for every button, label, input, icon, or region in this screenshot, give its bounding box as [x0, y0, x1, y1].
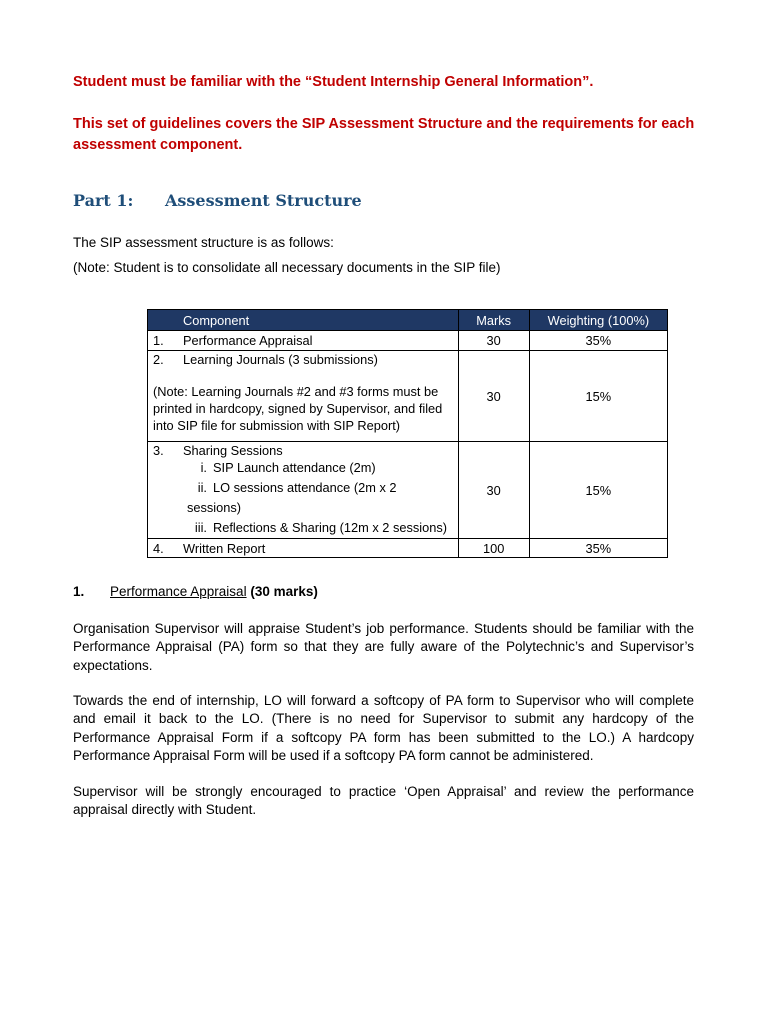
row-marks: 30 — [458, 351, 529, 442]
header-weighting: Weighting (100%) — [529, 310, 667, 331]
part-title: Assessment Structure — [165, 191, 362, 210]
header-component: Component — [148, 310, 459, 331]
row-component-cell — [148, 442, 459, 539]
sub-item: i. SIP Launch attendance (2m) — [200, 460, 376, 475]
sub-item: iii. Reflections & Sharing (12m x 2 sessions) — [194, 520, 447, 535]
part-number: Part 1: — [73, 191, 134, 210]
section-1-heading — [73, 584, 318, 599]
row-marks: 30 — [458, 442, 529, 539]
paragraph-1: Organisation Supervisor will appraise Student’s job performance. Students should be familiar with the Performance Appraisal (PA) form so that they are fully aware of the Polytechnic’s and Supervisor’s expectations. — [73, 621, 694, 673]
row-marks: 100 — [458, 539, 529, 558]
table-row — [148, 351, 668, 442]
row-marks: 30 — [458, 331, 529, 351]
section-marks: (30 marks) — [246, 584, 318, 599]
intro-note: (Note: Student is to consolidate all necessary documents in the SIP file) — [73, 260, 501, 275]
row-component: Written Report — [183, 540, 266, 556]
row-component-cell — [148, 331, 459, 351]
row-weighting: 15% — [529, 351, 667, 442]
table-header-row — [148, 310, 668, 331]
assessment-table — [147, 309, 668, 558]
row-number: 1. — [153, 333, 164, 348]
table-row — [148, 442, 668, 539]
row-weighting: 35% — [529, 331, 667, 351]
row-number: 2. — [153, 352, 164, 367]
row-note: (Note: Learning Journals #2 and #3 forms must be printed in hardcopy, signed by Supervisor, and filed into SIP file for submission with SIP Report) — [153, 384, 443, 433]
row-weighting: 15% — [529, 442, 667, 539]
notice-line-1: Student must be familiar with the “Student Internship General Information”. — [73, 74, 594, 90]
row-number: 4. — [153, 540, 164, 556]
row-component-cell — [148, 351, 459, 442]
section-number: 1. — [73, 584, 85, 599]
sub-item: ii. LO sessions attendance (2m x 2 sessions) — [187, 480, 397, 515]
part-1-heading — [73, 191, 362, 210]
table-row — [148, 539, 668, 558]
row-component-cell — [148, 539, 459, 558]
notice-line-2: This set of guidelines covers the SIP Assessment Structure and the requirements for each assessment component. — [73, 116, 695, 153]
row-weighting: 35% — [529, 539, 667, 558]
section-title: Performance Appraisal — [110, 584, 247, 599]
row-component: Performance Appraisal — [183, 333, 313, 348]
table-row — [148, 331, 668, 351]
row-component: Learning Journals (3 submissions) — [183, 352, 378, 367]
intro-line-1: The SIP assessment structure is as follows: — [73, 235, 334, 250]
header-marks: Marks — [458, 310, 529, 331]
paragraph-3: Supervisor will be strongly encouraged to practice ‘Open Appraisal’ and review the performance appraisal directly with Student. — [73, 784, 694, 818]
paragraph-2: Towards the end of internship, LO will forward a softcopy of PA form to Supervisor who will complete and email it back to the LO. (There is no need for Supervisor to submit any hardcopy of the Performance Appraisal Form if a softcopy PA form has been submitted to the LO.) A hardcopy Performance Appraisal Form will be used if a softcopy PA form cannot be administered. — [73, 693, 694, 763]
row-component: Sharing Sessions — [183, 443, 283, 458]
row-number: 3. — [153, 443, 164, 458]
